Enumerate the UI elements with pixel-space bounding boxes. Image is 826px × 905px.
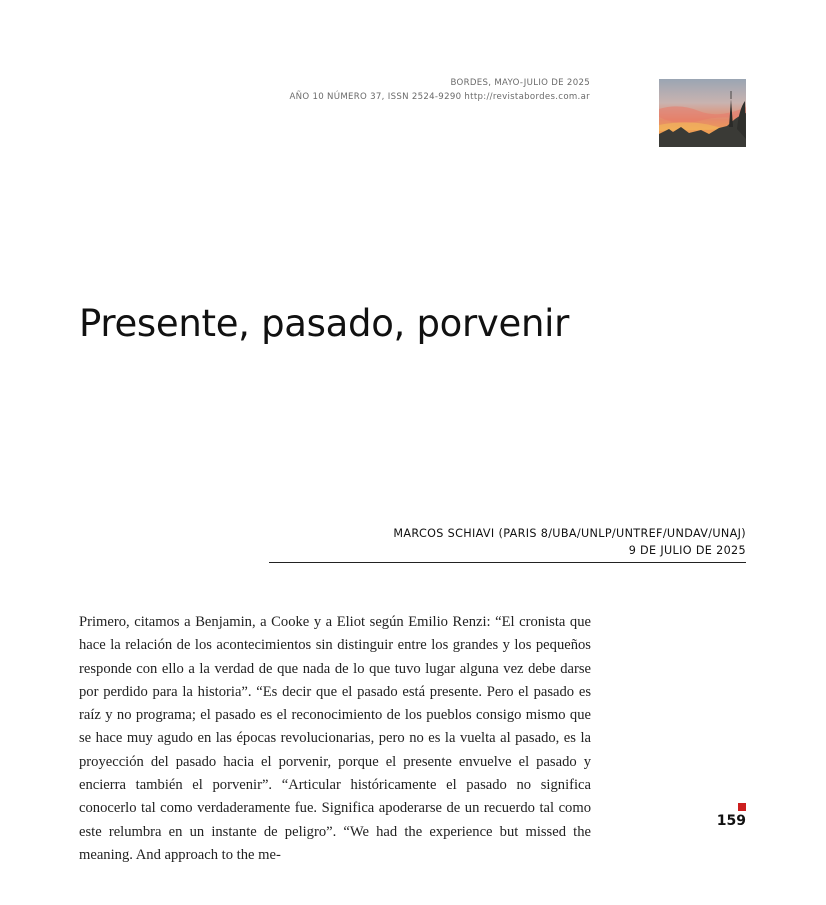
page-number: 159 [716,813,746,829]
journal-header [289,76,590,104]
journal-issn-line: AÑO 10 NÚMERO 37, ISSN 2524-9290 http://revistabordes.com.ar [289,92,590,102]
title-divider [269,562,746,563]
author-line: MARCOS SCHIAVI (PARIS 8/UBA/UNLP/UNTREF/UNDAV/UNAJ) [393,527,746,540]
article-body-paragraph: Primero, citamos a Benjamin, a Cooke y a Eliot según Emilio Renzi: “El cronista que hace la relación de los acontecimientos sin distinguir entre los grandes y los pequeños responde con ello a la verdad de que nada de lo que tuvo lugar alguna vez debe darse por perdido para la historia”. “Es decir que el pasado está presente. Pero el pasado es raíz y no programa; el pasado es el reconocimiento de los pueblos consigo mismo que se hace muy agudo en las épocas revolucionarias, pero no es la vuelta al pasado, es la proyección del pasado hacia el porvenir, porque el presente envuelve el pasado y encierra también el porvenir”. “Articular históricamente el pasado no significa conocerlo tal como verdaderamente fue. Significa apoderarse de un recuerdo tal como este relumbra en un instante de peligro”. “We had the experience but missed the meaning. And approach to the me- [79,614,591,863]
date-line: 9 DE JULIO DE 2025 [628,544,746,557]
cover-thumbnail-image [659,79,746,147]
article-title: Presente, pasado, porvenir [79,302,570,345]
page-marker-square [738,803,746,811]
article-byline [393,525,746,559]
journal-issue-line: BORDES, MAYO-JULIO DE 2025 [450,78,590,88]
